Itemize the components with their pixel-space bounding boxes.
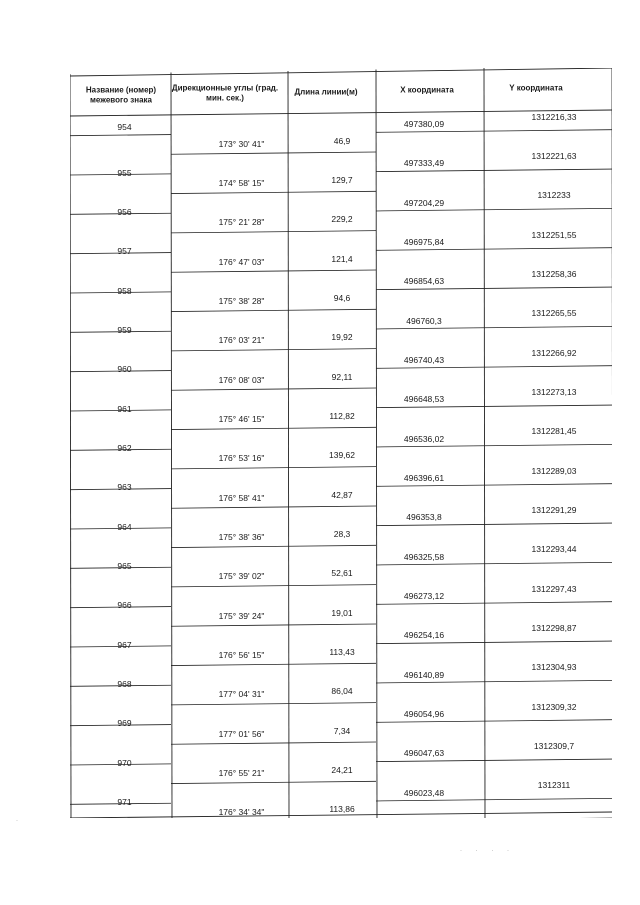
point-x-coordinate: 496254,16 [403, 630, 445, 641]
row-divider [376, 485, 484, 486]
row-divider [484, 641, 612, 642]
point-name: 956 [117, 206, 132, 217]
row-divider [171, 389, 288, 390]
point-y-coordinate: 1312293,44 [531, 544, 577, 555]
segment-length: 139,62 [329, 450, 355, 461]
segment-length: 129,7 [331, 174, 353, 185]
point-name: 963 [117, 482, 132, 493]
table-top-border [70, 68, 612, 76]
row-divider [171, 271, 288, 272]
row-divider [288, 191, 376, 192]
header-angle: Дирекционные углы (град. мин. сек.) [171, 83, 279, 102]
point-y-coordinate: 1312221,63 [531, 150, 577, 161]
row-divider [376, 760, 484, 761]
row-divider [484, 680, 612, 681]
point-y-coordinate: 1312291,29 [531, 504, 577, 515]
row-divider [171, 704, 288, 705]
segment-direction-angle: 176° 03' 21" [218, 335, 265, 346]
row-divider [171, 468, 288, 469]
point-name: 958 [117, 285, 132, 296]
segment-direction-angle: 175° 38' 28" [218, 296, 265, 307]
segment-length: 113,86 [329, 804, 355, 815]
point-name: 968 [117, 678, 132, 689]
point-x-coordinate: 496023,48 [403, 787, 445, 798]
segment-length: 229,2 [331, 214, 353, 225]
segment-direction-angle: 177° 04' 31" [218, 689, 265, 700]
point-name: 964 [117, 521, 132, 532]
header-length: Длина линии(м) [294, 87, 358, 97]
point-y-coordinate: 1312304,93 [531, 662, 577, 673]
point-y-coordinate: 1312233 [537, 190, 571, 201]
row-divider [484, 602, 612, 603]
row-divider [484, 798, 612, 799]
segment-direction-angle: 177° 01' 56" [218, 728, 265, 739]
row-divider [376, 564, 484, 565]
row-divider [288, 742, 376, 743]
point-x-coordinate: 496140,89 [403, 669, 445, 680]
boundary-coordinates-table [70, 68, 612, 818]
row-divider [171, 782, 288, 783]
point-name: 960 [117, 364, 132, 375]
point-x-coordinate: 496975,84 [403, 236, 445, 247]
point-y-coordinate: 1312266,92 [531, 347, 577, 358]
segment-direction-angle: 176° 34' 34" [218, 807, 265, 818]
segment-length: 92,11 [331, 371, 353, 382]
row-divider [288, 427, 376, 428]
row-divider [484, 169, 612, 170]
row-divider [376, 288, 484, 289]
row-divider [484, 326, 612, 327]
point-name: 967 [117, 639, 132, 650]
row-divider [288, 349, 376, 350]
row-divider [484, 444, 612, 445]
row-divider [288, 309, 376, 310]
row-divider [171, 428, 288, 429]
segment-length: 42,87 [331, 489, 353, 500]
segment-direction-angle: 174° 58' 15" [218, 178, 265, 189]
row-divider [288, 663, 376, 664]
point-x-coordinate: 496760,3 [406, 315, 442, 326]
row-divider [171, 350, 288, 351]
row-divider [376, 249, 484, 250]
segment-length: 19,01 [331, 607, 353, 618]
row-divider [484, 405, 612, 406]
row-divider [376, 682, 484, 683]
row-divider [376, 210, 484, 211]
segment-direction-angle: 176° 58' 41" [218, 492, 265, 503]
segment-length: 24,21 [331, 764, 353, 775]
row-divider [288, 270, 376, 271]
scan-artifact: · · · · [460, 848, 515, 854]
segment-length: 112,82 [329, 410, 355, 421]
row-divider [171, 743, 288, 744]
row-divider [376, 721, 484, 722]
point-y-coordinate: 1312251,55 [531, 229, 577, 240]
header-x: X координата [400, 85, 454, 95]
row-divider [376, 800, 484, 801]
segment-direction-angle: 176° 56' 15" [218, 650, 265, 661]
segment-direction-angle: 175° 46' 15" [218, 414, 265, 425]
row-divider [484, 759, 612, 760]
point-name: 970 [117, 757, 132, 768]
row-divider [376, 446, 484, 447]
row-divider [288, 506, 376, 507]
row-divider [484, 720, 612, 721]
segment-length: 121,4 [331, 253, 353, 264]
point-name: 961 [117, 403, 132, 414]
point-y-coordinate: 1312309,32 [531, 701, 577, 712]
segment-direction-angle: 176° 53' 16" [218, 453, 265, 464]
point-y-coordinate: 1312273,13 [531, 386, 577, 397]
point-name: 962 [117, 442, 132, 453]
point-x-coordinate: 496536,02 [403, 433, 445, 444]
point-x-coordinate: 496740,43 [403, 354, 445, 365]
point-x-coordinate: 496325,58 [403, 551, 445, 562]
row-divider [484, 523, 612, 524]
point-x-coordinate: 496396,61 [403, 472, 445, 483]
point-y-coordinate: 1312216,33 [531, 111, 577, 122]
header-name: Название (номер) межевого знака [85, 85, 157, 104]
row-divider [484, 208, 612, 209]
point-name: 954 [117, 122, 132, 133]
row-divider [484, 130, 612, 131]
segment-length: 86,04 [331, 686, 353, 697]
row-divider [70, 135, 171, 136]
row-divider [376, 170, 484, 171]
row-divider [288, 585, 376, 586]
header-y: Y координата [509, 83, 563, 93]
row-divider [376, 131, 484, 132]
point-y-coordinate: 1312265,55 [531, 308, 577, 319]
segment-length: 28,3 [333, 528, 351, 539]
segment-length: 19,92 [331, 332, 353, 343]
row-divider [171, 310, 288, 311]
segment-length: 52,61 [331, 568, 353, 579]
row-divider [484, 366, 612, 367]
point-x-coordinate: 496047,63 [403, 748, 445, 759]
row-divider [288, 781, 376, 782]
point-y-coordinate: 1312311 [537, 780, 571, 791]
row-divider [171, 625, 288, 626]
segment-length: 46,9 [333, 135, 351, 146]
row-divider [288, 152, 376, 153]
segment-direction-angle: 173° 30' 41" [218, 138, 265, 149]
point-x-coordinate: 496054,96 [403, 708, 445, 719]
point-x-coordinate: 496353,8 [406, 512, 442, 523]
row-divider [376, 406, 484, 407]
row-divider [376, 367, 484, 368]
point-y-coordinate: 1312281,45 [531, 426, 577, 437]
point-name: 969 [117, 718, 132, 729]
column-border [484, 68, 485, 818]
point-y-coordinate: 1312289,03 [531, 465, 577, 476]
row-divider [484, 562, 612, 563]
segment-direction-angle: 175° 39' 02" [218, 571, 265, 582]
segment-direction-angle: 176° 55' 21" [218, 768, 265, 779]
point-x-coordinate: 497204,29 [403, 197, 445, 208]
column-border [288, 71, 289, 818]
row-divider [288, 545, 376, 546]
point-name: 965 [117, 560, 132, 571]
row-divider [288, 467, 376, 468]
row-divider [171, 664, 288, 665]
point-name: 971 [117, 796, 132, 807]
point-name: 966 [117, 600, 132, 611]
scan-artifact: · [16, 818, 24, 824]
segment-length: 94,6 [333, 292, 351, 303]
row-divider [171, 546, 288, 547]
row-divider [171, 153, 288, 154]
row-divider [288, 231, 376, 232]
column-border [171, 73, 172, 819]
row-divider [376, 524, 484, 525]
row-divider [376, 642, 484, 643]
point-y-coordinate: 1312258,36 [531, 268, 577, 279]
segment-direction-angle: 175° 21' 28" [218, 217, 265, 228]
row-divider [171, 192, 288, 193]
column-border [70, 74, 71, 818]
point-x-coordinate: 496854,63 [403, 276, 445, 287]
segment-direction-angle: 176° 47' 03" [218, 256, 265, 267]
segment-direction-angle: 176° 08' 03" [218, 374, 265, 385]
point-name: 957 [117, 246, 132, 257]
point-y-coordinate: 1312298,87 [531, 622, 577, 633]
point-y-coordinate: 1312309,7 [533, 740, 575, 751]
row-divider [171, 232, 288, 233]
row-divider [376, 603, 484, 604]
point-x-coordinate: 496648,53 [403, 394, 445, 405]
point-y-coordinate: 1312297,43 [531, 583, 577, 594]
row-divider [171, 586, 288, 587]
segment-direction-angle: 175° 38' 36" [218, 532, 265, 543]
row-divider [288, 388, 376, 389]
row-divider [171, 507, 288, 508]
point-name: 955 [117, 167, 132, 178]
row-divider [288, 624, 376, 625]
row-divider [376, 328, 484, 329]
segment-length: 113,43 [329, 646, 355, 657]
point-name: 959 [117, 324, 132, 335]
point-x-coordinate: 496273,12 [403, 590, 445, 601]
point-x-coordinate: 497333,49 [403, 158, 445, 169]
row-divider [484, 484, 612, 485]
segment-length: 7,34 [333, 725, 351, 736]
segment-direction-angle: 175° 39' 24" [218, 610, 265, 621]
row-divider [288, 703, 376, 704]
point-x-coordinate: 497380,09 [403, 118, 445, 129]
row-divider [484, 248, 612, 249]
column-border [376, 70, 377, 819]
row-divider [484, 287, 612, 288]
